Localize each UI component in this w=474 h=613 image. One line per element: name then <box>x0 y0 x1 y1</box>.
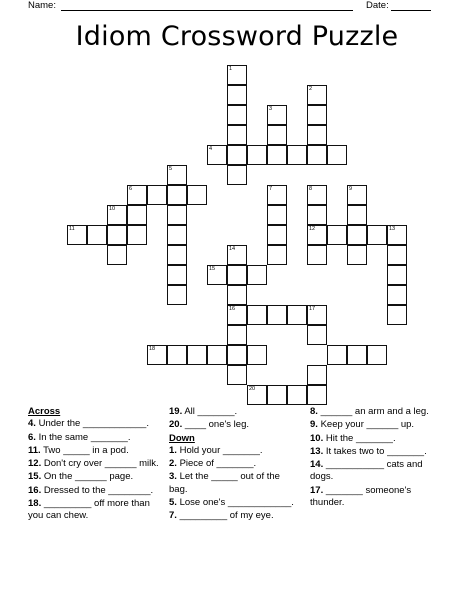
grid-cell[interactable] <box>287 305 307 325</box>
grid-cell[interactable] <box>267 105 287 125</box>
grid-cell[interactable] <box>147 345 167 365</box>
page-title: Idiom Crossword Puzzle <box>75 21 399 52</box>
clue-text: _________ of my eye. <box>176 510 274 522</box>
clue-number: 5. <box>169 497 177 509</box>
clue-number: 12. <box>28 458 42 470</box>
clue-item <box>169 458 301 470</box>
cell-number: 20 <box>249 386 256 392</box>
clue-item <box>310 485 442 510</box>
cell-number: 17 <box>309 306 316 312</box>
clue-text: Lose one's ____________. <box>176 497 294 509</box>
cell-number: 13 <box>389 226 396 232</box>
date-label: Date: <box>366 0 389 11</box>
grid-cell[interactable] <box>167 285 187 305</box>
grid-cell[interactable] <box>227 365 247 385</box>
clue-number: 4. <box>28 418 36 430</box>
grid-cell[interactable] <box>87 225 107 245</box>
clue-number: 18. <box>28 498 42 510</box>
clue-number: 9. <box>310 419 318 431</box>
grid-cell[interactable] <box>227 305 247 325</box>
grid-cell[interactable] <box>227 105 247 125</box>
grid-cell[interactable] <box>307 125 327 145</box>
across-clue-list-cont <box>169 406 301 432</box>
clue-item <box>310 419 442 431</box>
grid-cell[interactable] <box>307 225 327 245</box>
grid-cell[interactable] <box>167 265 187 285</box>
down-clue-list <box>169 445 301 523</box>
clue-item <box>310 406 442 418</box>
grid-cell[interactable] <box>207 345 227 365</box>
cell-number: 3 <box>269 106 273 112</box>
grid-cell[interactable] <box>247 265 267 285</box>
grid-cell[interactable] <box>367 345 387 365</box>
clue-text: Two _____ in a pod. <box>40 444 129 456</box>
clue-item <box>310 446 442 458</box>
clue-number: 2. <box>169 458 177 470</box>
cell-number: 2 <box>309 86 313 92</box>
clue-text: ______ an arm and a leg. <box>317 406 429 417</box>
clue-number: 8. <box>310 406 318 417</box>
clue-text: ____ one's leg. <box>182 419 250 431</box>
clue-text: Dressed to the ________. <box>41 484 154 496</box>
cell-number: 9 <box>349 186 353 192</box>
clue-text: _______ someone's thunder. <box>310 484 412 509</box>
grid-cell[interactable] <box>267 225 287 245</box>
cell-number: 12 <box>309 226 316 232</box>
clue-item <box>28 458 160 470</box>
clue-item <box>169 419 301 431</box>
clue-text: Hold your _______. <box>176 444 263 456</box>
grid-cell[interactable] <box>247 345 267 365</box>
clue-item <box>310 433 442 445</box>
down-clue-list-cont <box>310 406 442 509</box>
clues-column-2 <box>169 406 301 524</box>
clue-text: ___________ cats and dogs. <box>310 459 423 483</box>
grid-cell[interactable] <box>307 205 327 225</box>
grid-cell[interactable] <box>127 225 147 245</box>
clue-item <box>169 406 301 418</box>
grid-cell[interactable] <box>107 245 127 265</box>
cell-number: 14 <box>229 246 236 252</box>
grid-cell[interactable] <box>267 385 287 405</box>
clue-number: 7. <box>169 510 177 522</box>
grid-cell[interactable] <box>387 265 407 285</box>
clue-item <box>28 432 160 444</box>
grid-cell[interactable] <box>307 85 327 105</box>
grid-cell[interactable] <box>347 185 367 205</box>
grid-cell[interactable] <box>287 145 307 165</box>
clue-item <box>28 445 160 457</box>
grid-cell[interactable] <box>387 225 407 245</box>
grid-cell[interactable] <box>267 205 287 225</box>
grid-cell[interactable] <box>147 185 167 205</box>
grid-cell[interactable] <box>307 185 327 205</box>
clue-number: 3. <box>169 471 177 483</box>
grid-cell[interactable] <box>267 145 287 165</box>
grid-cell[interactable] <box>307 245 327 265</box>
clue-item <box>28 485 160 497</box>
clue-text: Under the ____________. <box>35 418 149 430</box>
cell-number: 11 <box>69 226 75 232</box>
clue-item <box>169 497 301 509</box>
clue-item <box>169 471 301 496</box>
grid-cell[interactable] <box>327 145 347 165</box>
grid-cell[interactable] <box>387 305 407 325</box>
clue-number: 6. <box>28 431 36 443</box>
grid-cell[interactable] <box>327 225 347 245</box>
grid-cell[interactable] <box>307 325 327 345</box>
name-label: Name: <box>28 0 56 11</box>
grid-cell[interactable] <box>167 185 187 205</box>
cell-number: 6 <box>129 186 133 192</box>
grid-cell[interactable] <box>187 185 207 205</box>
grid-cell[interactable] <box>387 285 407 305</box>
grid-cell[interactable] <box>67 225 87 245</box>
grid-cell[interactable] <box>327 345 347 365</box>
grid-cell[interactable] <box>367 225 387 245</box>
grid-cell[interactable] <box>267 125 287 145</box>
grid-cell[interactable] <box>227 325 247 345</box>
down-heading: Down <box>169 432 195 444</box>
cell-number: 1 <box>229 66 233 72</box>
grid-cell[interactable] <box>267 245 287 265</box>
grid-cell[interactable] <box>267 305 287 325</box>
cell-number: 16 <box>229 306 236 312</box>
clue-text: Let the _____ out of the bag. <box>169 471 280 495</box>
grid-cell[interactable] <box>247 305 267 325</box>
cell-number: 4 <box>209 146 213 152</box>
grid-cell[interactable] <box>307 365 327 385</box>
cell-number: 5 <box>169 166 173 172</box>
clue-number: 14. <box>310 459 324 471</box>
grid-cell[interactable] <box>207 145 227 165</box>
grid-cell[interactable] <box>167 205 187 225</box>
grid-cell[interactable] <box>207 265 227 285</box>
grid-cell[interactable] <box>227 145 247 165</box>
clue-item <box>169 445 301 457</box>
clue-text: Don't cry over ______ milk. <box>41 458 159 470</box>
grid-cell[interactable] <box>167 345 187 365</box>
grid-cell[interactable] <box>227 85 247 105</box>
cell-number: 10 <box>109 206 116 212</box>
grid-cell[interactable] <box>227 165 247 185</box>
grid-cell[interactable] <box>287 385 307 405</box>
cell-number: 7 <box>269 186 273 192</box>
clue-number: 11. <box>28 444 41 456</box>
clue-text: In the same _______. <box>35 431 131 443</box>
clue-number: 19. <box>169 406 183 417</box>
cell-number: 8 <box>309 186 313 192</box>
grid-cell[interactable] <box>227 285 247 305</box>
clue-item <box>169 510 301 522</box>
clue-item <box>310 459 442 484</box>
grid-cell[interactable] <box>267 185 287 205</box>
grid-cell[interactable] <box>247 145 267 165</box>
grid-cell[interactable] <box>127 205 147 225</box>
grid-cell[interactable] <box>227 65 247 85</box>
clue-text: It takes two to _______. <box>323 445 427 457</box>
grid-cell[interactable] <box>167 225 187 245</box>
clue-text: All _______. <box>182 406 238 417</box>
clue-text: Keep your ______ up. <box>317 419 415 431</box>
clue-number: 15. <box>28 471 42 483</box>
clues-column-3 <box>310 406 442 510</box>
grid-cell[interactable] <box>227 265 247 285</box>
grid-cell[interactable] <box>127 185 147 205</box>
grid-cell[interactable] <box>347 205 367 225</box>
clue-item <box>28 418 160 430</box>
clue-item <box>28 471 160 483</box>
clue-text: On the ______ page. <box>41 471 134 483</box>
clue-item <box>28 498 160 523</box>
cell-number: 18 <box>149 346 156 352</box>
clues-column-1 <box>28 406 160 524</box>
clue-number: 17. <box>310 484 324 496</box>
across-heading: Across <box>28 406 61 417</box>
grid-cell[interactable] <box>107 205 127 225</box>
grid-cell[interactable] <box>227 245 247 265</box>
clue-text: Piece of _______. <box>176 458 257 470</box>
cell-number: 15 <box>209 266 216 272</box>
clue-number: 20. <box>169 419 183 431</box>
grid-cell[interactable] <box>307 385 327 405</box>
grid-cell[interactable] <box>107 225 127 245</box>
grid-cell[interactable] <box>227 345 247 365</box>
grid-cell[interactable] <box>347 245 367 265</box>
clue-number: 1. <box>169 444 177 456</box>
grid-cell[interactable] <box>347 225 367 245</box>
grid-cell[interactable] <box>307 105 327 125</box>
clue-number: 13. <box>310 445 324 457</box>
grid-cell[interactable] <box>187 345 207 365</box>
clue-text: Hit the _______. <box>323 432 396 444</box>
grid-cell[interactable] <box>167 165 187 185</box>
grid-cell[interactable] <box>167 245 187 265</box>
grid-cell[interactable] <box>307 145 327 165</box>
grid-cell[interactable] <box>307 305 327 325</box>
grid-cell[interactable] <box>387 245 407 265</box>
clue-text: _________ off more than you can chew. <box>28 498 150 522</box>
grid-cell[interactable] <box>247 385 267 405</box>
clue-number: 16. <box>28 484 42 496</box>
grid-cell[interactable] <box>347 345 367 365</box>
clue-number: 10. <box>310 432 324 444</box>
grid-cell[interactable] <box>227 125 247 145</box>
across-clue-list <box>28 418 160 522</box>
